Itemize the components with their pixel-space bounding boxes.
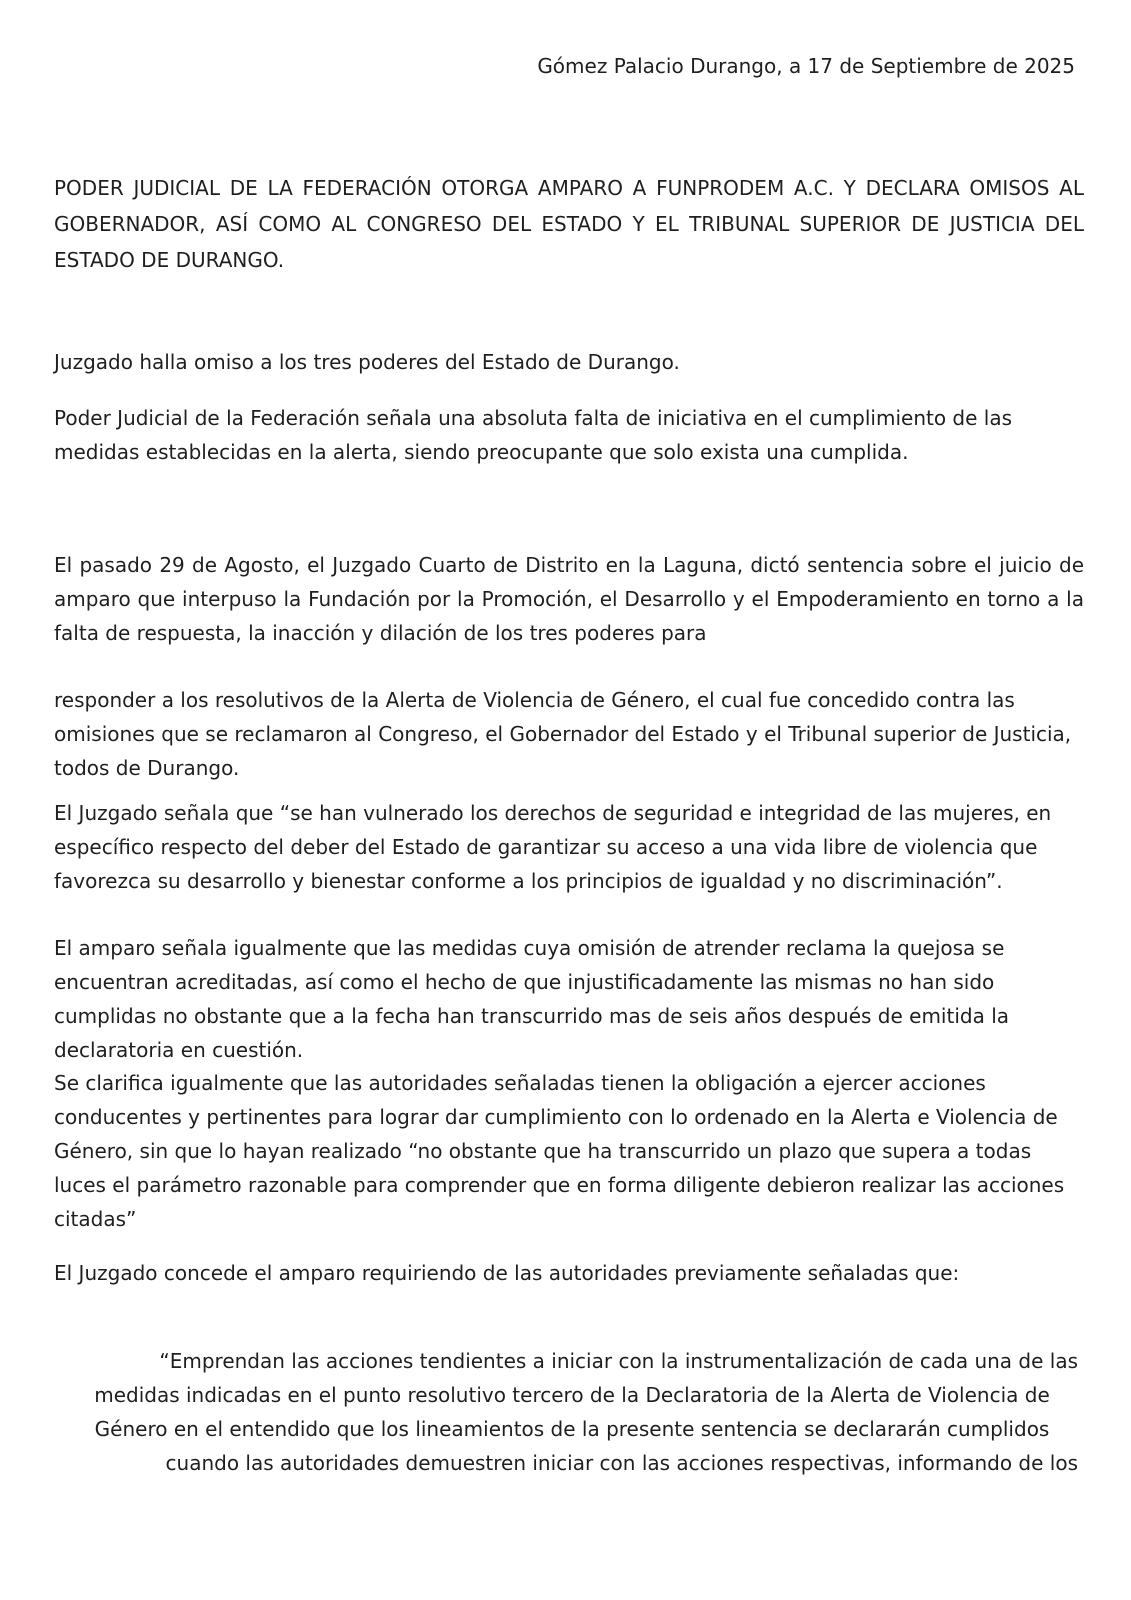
- quote-line: cuando las autoridades demuestren iniciar con las acciones respectivas, informando de los: [165, 1451, 1078, 1475]
- quote-line: Género en el entendido que los lineamientos de la presente sentencia se declararán cumplidos: [94, 1417, 1050, 1441]
- quote-line: “Emprendan las acciones tendientes a iniciar con la instrumentalización de cada una de las: [159, 1349, 1078, 1373]
- body-paragraph-4: Se clarifica igualmente que las autoridades señaladas tienen la obligación a ejercer acciones conducentes y pertinentes para lograr dar cumplimiento con lo ordenado en la Alerta e Violencia de Género, sin que lo hayan realizado “no obstante que ha transcurrido un plazo que supera a todas luces el parámetro razonable para comprender que en forma diligente debieron realizar las acciones citadas”: [54, 1071, 1065, 1231]
- quote-line: medidas indicadas en el punto resolutivo tercero de la Declaratoria de la Alerta de Violencia de: [94, 1383, 1050, 1407]
- block-quote: [66, 1344, 1078, 1480]
- body-paragraph-3: El amparo señala igualmente que las medidas cuya omisión de atrender reclama la quejosa se encuentran acreditadas, así como el hecho de que injustificadamente las mismas no han sido cumplidas no obstante que a la fecha han transcurrido mas de seis años después de emitida la declaratoria en cuestión.: [54, 936, 1009, 1062]
- body-paragraph-5: El Juzgado concede el amparo requiriendo de las autoridades previamente señaladas que:: [54, 1261, 960, 1285]
- body-paragraph-1a: El pasado 29 de Agosto, el Juzgado Cuarto de Distrito en la Laguna, dictó sentencia sobre el juicio de amparo que interpuso la Fundación por la Promoción, el Desarrollo y el Empoderamiento en torno a la falta de respuesta, la inacción y dilación de los tres poderes para: [54, 553, 1084, 645]
- summary-paragraph: Poder Judicial de la Federación señala una absoluta falta de iniciativa en el cumplimiento de las medidas establecidas en la alerta, siendo preocupante que solo exista una cumplida.: [54, 406, 1013, 464]
- date-line: Gómez Palacio Durango, a 17 de Septiembre de 2025: [537, 54, 1075, 78]
- body-paragraph-1b: responder a los resolutivos de la Alerta de Violencia de Género, el cual fue concedido contra las omisiones que se reclamaron al Congreso, el Gobernador del Estado y el Tribunal superior de Justicia, todos de Durango.: [54, 688, 1072, 780]
- body-paragraph-2: El Juzgado señala que “se han vulnerado los derechos de seguridad e integridad de las mujeres, en específico respecto del deber del Estado de garantizar su acceso a una vida libre de violencia que favorezca su desarrollo y bienestar conforme a los principios de igualdad y no discriminación”.: [54, 801, 1052, 893]
- headline: PODER JUDICIAL DE LA FEDERACIÓN OTORGA AMPARO A FUNPRODEM A.C. Y DECLARA OMISOS AL GOBERNADOR, ASÍ COMO AL CONGRESO DEL ESTADO Y EL TRIBUNAL SUPERIOR DE JUSTICIA DEL ESTADO DE DURANGO.: [54, 176, 1084, 272]
- summary-line: Juzgado halla omiso a los tres poderes del Estado de Durango.: [54, 350, 680, 374]
